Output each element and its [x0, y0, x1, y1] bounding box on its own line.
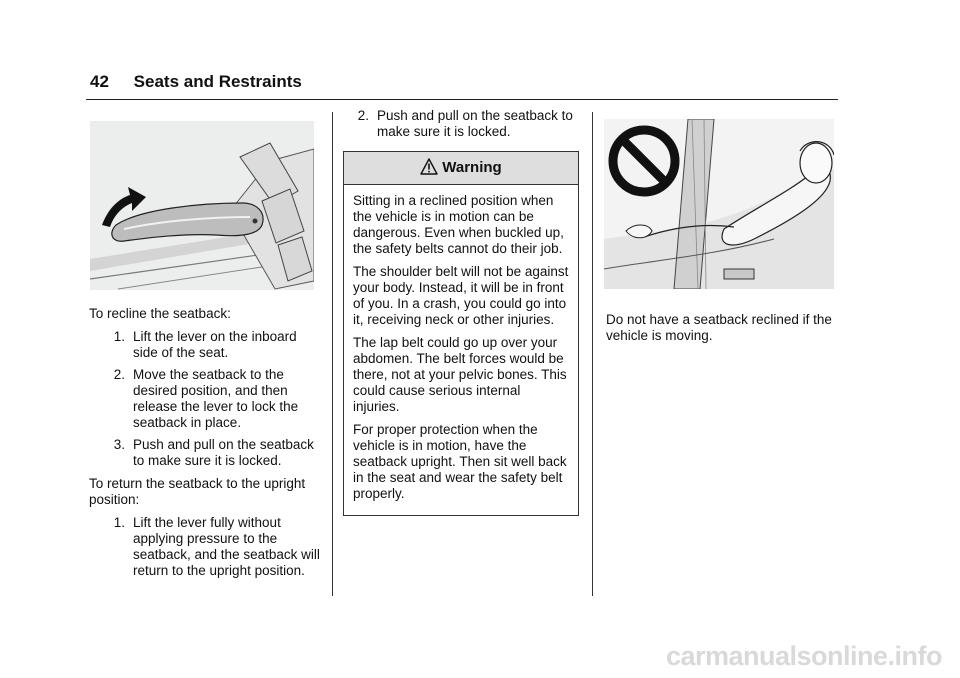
column-2: [345, 108, 581, 147]
watermark: carmanualsonline.info: [665, 641, 942, 671]
warning-box: [343, 151, 579, 516]
warning-paragraph: The shoulder belt will not be against your body. Instead, it will be in front of you. In a crash, you could go into it, receiving neck or other injuries.: [353, 264, 569, 327]
step-text: Lift the lever on the inboard side of the seat.: [133, 329, 297, 360]
recline-steps: [89, 329, 325, 469]
column-3: [606, 312, 836, 351]
warning-body: [344, 185, 578, 515]
column-separator: [332, 112, 333, 596]
header-rule: [86, 99, 838, 100]
section-title: Seats and Restraints: [133, 72, 302, 91]
step-text: Push and pull on the seatback to make sure it is locked.: [133, 437, 314, 468]
warning-paragraph: The lap belt could go up over your abdomen. The belt forces would be there, not at your pelvic bones. This could cause serious internal injuries.: [353, 335, 567, 414]
list-item: [89, 329, 325, 361]
list-item: [89, 515, 325, 579]
continued-steps: [345, 108, 581, 140]
step-text: Move the seatback to the desired position, and then release the lever to lock the seatback in place.: [133, 367, 299, 430]
page-header: [90, 72, 302, 92]
step-text: Push and pull on the seatback to make sure it is locked.: [377, 108, 573, 139]
step-number: 3.: [113, 437, 125, 452]
list-item: [345, 108, 581, 140]
step-number: 1.: [113, 329, 125, 344]
warning-title: Warning: [442, 159, 502, 176]
recline-intro: To recline the seatback:: [89, 306, 231, 321]
step-number: 2.: [357, 108, 369, 123]
step-text: Lift the lever fully without applying pressure to the seatback, and the seatback will return to the upright position.: [133, 515, 320, 578]
warning-paragraph: Sitting in a reclined position when the vehicle is in motion can be dangerous. Even when buckled up, the safety belts cannot do their job.: [353, 193, 564, 256]
column-1: [89, 306, 325, 586]
warning-header: [344, 152, 578, 185]
warning-triangle-icon: [420, 158, 442, 179]
step-number: 1.: [113, 515, 125, 530]
step-number: 2.: [113, 367, 125, 382]
list-item: [89, 437, 325, 469]
upright-steps: [89, 515, 325, 579]
seat-lever-illustration: [90, 121, 314, 290]
warning-paragraph: For proper protection when the vehicle is in motion, have the seatback upright. Then sit well back in the seat and wear the safety belt properly.: [353, 422, 567, 501]
upright-intro: To return the seatback to the upright position:: [89, 476, 306, 507]
figure-caption: Do not have a seatback reclined if the vehicle is moving.: [606, 312, 832, 343]
column-separator: [592, 112, 593, 596]
page-number: 42: [90, 72, 109, 91]
list-item: [89, 367, 325, 431]
reclined-seat-illustration: [604, 119, 834, 289]
